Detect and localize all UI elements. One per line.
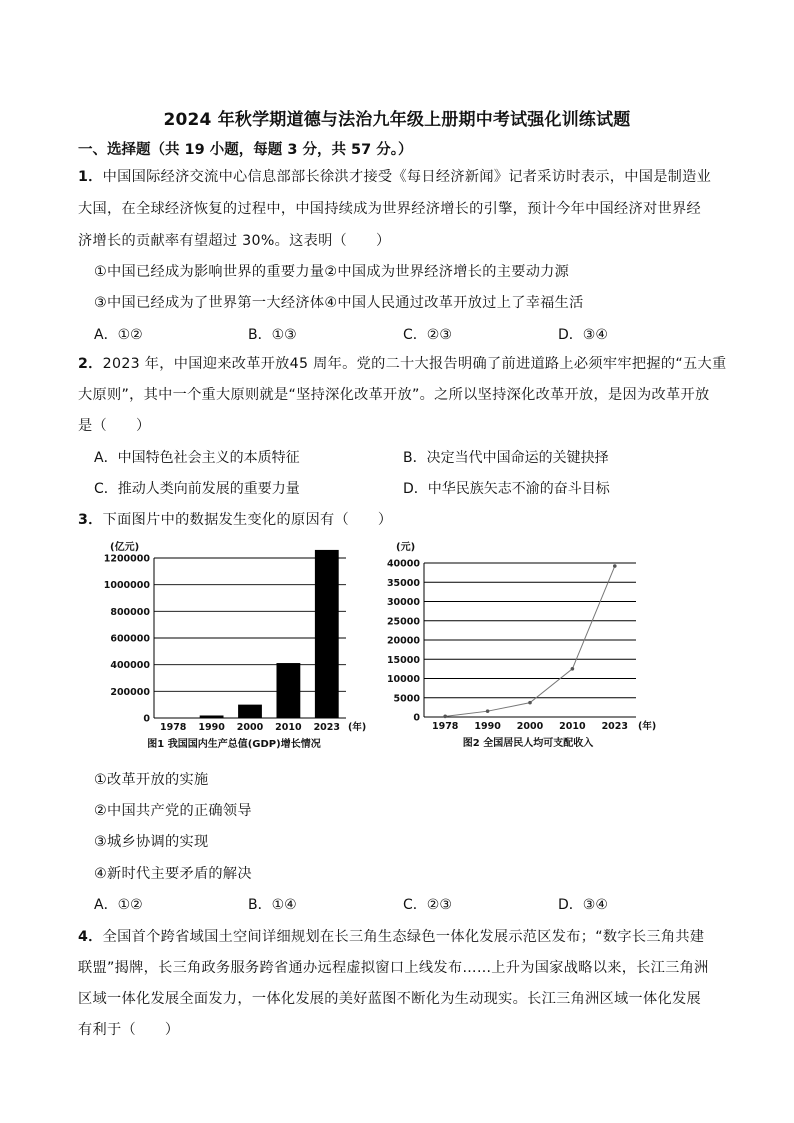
question-4-line-4: 有利于（ ） [78, 1022, 180, 1038]
q3-option-d[interactable]: D．③④ [558, 897, 608, 913]
x-tick-label: 2010 [559, 721, 586, 732]
income-line-chart [380, 538, 660, 753]
question-1-item-2: ③中国已经成为了世界第一大经济体④中国人民通过改革开放过上了幸福生活 [94, 295, 584, 311]
question-1-line-1 [78, 166, 728, 186]
x-axis-unit: (年) [638, 721, 657, 732]
point-1978 [443, 715, 447, 719]
question-2-line-1 [78, 353, 728, 373]
question-3-item-4: ④新时代主要矛盾的解决 [94, 866, 252, 882]
y-tick-label: 15000 [386, 654, 420, 666]
x-tick-label: 1978 [431, 721, 459, 732]
question-1-line-3: 济增长的贡献率有望超过 30%。这表明（ ） [78, 233, 391, 249]
q1-option-a[interactable]: A．①② [94, 327, 143, 343]
question-2-line-3: 是（ ） [78, 418, 151, 434]
question-1-text: 中国国际经济交流中心信息部部长徐洪才接受《每日经济新闻》记者采访时表示，中国是制造业 [102, 169, 712, 185]
q2-option-d[interactable]: D．中华民族矢志不渝的奋斗目标 [403, 481, 610, 497]
point-2000 [528, 701, 532, 705]
question-4-number: 4． [78, 929, 103, 945]
y-tick-label: 600000 [110, 633, 150, 645]
question-2-line-2: 大原则”，其中一个重大原则就是“坚持深化改革开放”。之所以坚持深化改革开放，是因为改革开放 [78, 387, 710, 403]
y-tick-label: 10000 [386, 674, 420, 685]
gdp-bar-chart [96, 538, 376, 753]
q2-option-c[interactable]: C．推动人类向前发展的重要力量 [94, 481, 300, 497]
x-tick-label: 1990 [474, 721, 501, 732]
x-tick-label: 2010 [275, 722, 302, 733]
question-4-line-3: 区域一体化发展全面发力，一体化发展的美好蓝图不断化为生动现实。长江三角洲区域一体化发展 [78, 991, 701, 1007]
x-tick-label: 2023 [601, 721, 629, 732]
q2-option-b[interactable]: B．决定当代中国命运的关键抉择 [403, 450, 609, 466]
y-tick-label: 40000 [386, 558, 420, 570]
question-3-item-3: ③城乡协调的实现 [94, 834, 209, 850]
question-1-item-1: ①中国已经成为影响世界的重要力量②中国成为世界经济增长的主要动力源 [94, 264, 570, 280]
question-2-number: 2． [78, 356, 103, 372]
y-tick-label: 400000 [110, 660, 150, 672]
q3-option-a[interactable]: A．①② [94, 897, 143, 913]
question-4-line-2: 联盟”揭牌，长三角政务服务跨省通办远程虚拟窗口上线发布……上升为国家战略以来，长江三角洲 [78, 960, 709, 976]
y-tick-label: 5000 [393, 693, 420, 705]
y-tick-label: 0 [143, 713, 150, 725]
point-1990 [486, 709, 490, 713]
question-4-text: 全国首个跨省域国土空间详细规划在长三角生态绿色一体化发展示范区发布；“数字长三角共建 [102, 929, 705, 945]
question-3-item-2: ②中国共产党的正确领导 [94, 803, 252, 819]
q1-option-b[interactable]: B．①③ [248, 327, 297, 343]
y-axis-label: (亿元) [110, 542, 140, 553]
bar-2010 [276, 663, 300, 718]
question-3-number: 3． [78, 512, 103, 528]
x-tick-label: 2023 [313, 722, 341, 733]
x-tick-label: 1978 [159, 722, 187, 733]
y-axis-label: (元) [396, 542, 416, 553]
x-tick-label: 2000 [236, 722, 264, 733]
series-line [445, 566, 615, 716]
question-1-number: 1． [78, 169, 103, 185]
y-tick-label: 1000000 [103, 580, 150, 592]
q1-option-c[interactable]: C．②③ [403, 327, 452, 343]
chart-title: 图1 我国国内生产总值(GDP)增长情况 [147, 739, 321, 750]
question-1-line-2: 大国，在全球经济恢复的过程中，中国持续成为世界经济增长的引擎，预计今年中国经济对世界经 [78, 201, 701, 217]
q3-option-c[interactable]: C．②③ [403, 897, 452, 913]
point-2010 [571, 667, 575, 671]
q3-option-b[interactable]: B．①④ [248, 897, 297, 913]
x-tick-label: 2000 [516, 721, 544, 732]
y-tick-label: 200000 [110, 686, 150, 698]
point-2023 [613, 564, 617, 568]
chart-title: 图2 全国居民人均可支配收入 [462, 738, 594, 749]
y-tick-label: 800000 [110, 606, 150, 618]
y-tick-label: 25000 [386, 616, 420, 628]
y-tick-label: 30000 [386, 597, 420, 608]
x-tick-label: 1990 [198, 722, 225, 733]
question-4-line-1 [78, 926, 728, 946]
question-3-text: 下面图片中的数据发生变化的原因有（ ） [102, 512, 393, 528]
question-3-line-1 [78, 509, 728, 529]
bar-1990 [200, 715, 224, 718]
question-3-item-1: ①改革开放的实施 [94, 772, 209, 788]
y-tick-label: 35000 [386, 577, 420, 589]
y-tick-label: 1200000 [103, 553, 150, 565]
y-tick-label: 20000 [386, 635, 420, 647]
question-2-text: 2023 年，中国迎来改革开放45 周年。党的二十大报告明确了前进道路上必须牢牢把握的“五大重 [102, 356, 727, 372]
section-heading: 一、选择题（共 19 小题，每题 3 分，共 57 分。） [78, 142, 413, 158]
document-title: 2024 年秋学期道德与法治九年级上册期中考试强化训练试题 [163, 110, 631, 130]
x-axis-unit: (年) [348, 722, 367, 733]
q2-option-a[interactable]: A．中国特色社会主义的本质特征 [94, 450, 300, 466]
y-tick-label: 0 [413, 712, 420, 724]
bar-2023 [315, 550, 339, 718]
q1-option-d[interactable]: D．③④ [558, 327, 608, 343]
bar-2000 [238, 705, 262, 718]
